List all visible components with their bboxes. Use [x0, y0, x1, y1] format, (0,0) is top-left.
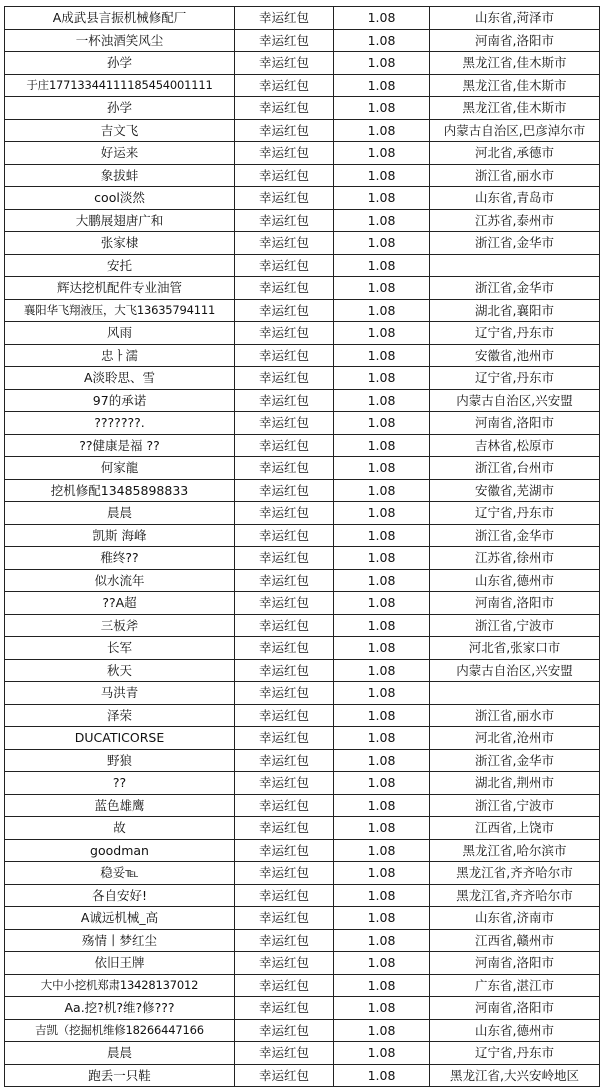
amount-cell: 1.08: [334, 254, 430, 277]
recipient-name-cell: 大鹏展翅唐广和: [5, 209, 235, 232]
amount-cell: 1.08: [334, 614, 430, 637]
packet-type-cell: 幸运红包: [235, 142, 334, 165]
packet-type-cell: 幸运红包: [235, 614, 334, 637]
table-row: [5, 277, 600, 300]
region-cell: 湖北省,荆州市: [430, 772, 600, 795]
packet-type-cell: 幸运红包: [235, 682, 334, 705]
packet-type-cell: 幸运红包: [235, 839, 334, 862]
table-row: [5, 502, 600, 525]
table-row: [5, 457, 600, 480]
table-row: [5, 479, 600, 502]
amount-cell: 1.08: [334, 974, 430, 997]
table-row: [5, 142, 600, 165]
recipient-name-cell: 辉达挖机配件专业油管: [5, 277, 235, 300]
recipient-name-cell: 似水流年: [5, 569, 235, 592]
region-cell: 辽宁省,丹东市: [430, 502, 600, 525]
packet-type-cell: 幸运红包: [235, 727, 334, 750]
amount-cell: 1.08: [334, 479, 430, 502]
recipient-name-cell: 安托: [5, 254, 235, 277]
region-cell: 辽宁省,丹东市: [430, 1042, 600, 1065]
region-cell: 山东省,菏泽市: [430, 7, 600, 30]
packet-type-cell: 幸运红包: [235, 547, 334, 570]
amount-cell: 1.08: [334, 434, 430, 457]
recipient-name-cell: 吉凯（挖掘机维修18266447166: [5, 1019, 235, 1042]
table-row: [5, 862, 600, 885]
packet-type-cell: 幸运红包: [235, 187, 334, 210]
amount-cell: 1.08: [334, 7, 430, 30]
packet-type-cell: 幸运红包: [235, 389, 334, 412]
table-row: [5, 7, 600, 30]
table-row: [5, 704, 600, 727]
amount-cell: 1.08: [334, 29, 430, 52]
recipient-name-cell: 何家龍: [5, 457, 235, 480]
region-cell: 浙江省,台州市: [430, 457, 600, 480]
table-row: [5, 52, 600, 75]
region-cell: 江西省,赣州市: [430, 929, 600, 952]
recipient-name-cell: 稚终??: [5, 547, 235, 570]
amount-cell: 1.08: [334, 772, 430, 795]
region-cell: 浙江省,金华市: [430, 277, 600, 300]
amount-cell: 1.08: [334, 794, 430, 817]
amount-cell: 1.08: [334, 142, 430, 165]
packet-type-cell: 幸运红包: [235, 502, 334, 525]
recipient-name-cell: 秋天: [5, 659, 235, 682]
packet-type-cell: 幸运红包: [235, 97, 334, 120]
table-row: [5, 749, 600, 772]
region-cell: 安徽省,池州市: [430, 344, 600, 367]
recipient-name-cell: 忠ㅏ濡: [5, 344, 235, 367]
table-row: [5, 794, 600, 817]
table-row: [5, 907, 600, 930]
amount-cell: 1.08: [334, 907, 430, 930]
amount-cell: 1.08: [334, 299, 430, 322]
amount-cell: 1.08: [334, 862, 430, 885]
amount-cell: 1.08: [334, 704, 430, 727]
amount-cell: 1.08: [334, 547, 430, 570]
amount-cell: 1.08: [334, 659, 430, 682]
table-row: [5, 929, 600, 952]
packet-type-cell: 幸运红包: [235, 862, 334, 885]
region-cell: 安徽省,芜湖市: [430, 479, 600, 502]
table-row: [5, 164, 600, 187]
table-row: [5, 209, 600, 232]
table-row: [5, 1019, 600, 1042]
region-cell: 黑龙江省,大兴安岭地区: [430, 1064, 600, 1087]
packet-type-cell: 幸运红包: [235, 277, 334, 300]
amount-cell: 1.08: [334, 389, 430, 412]
table-row: [5, 682, 600, 705]
region-cell: 浙江省,丽水市: [430, 704, 600, 727]
region-cell: 山东省,济南市: [430, 907, 600, 930]
region-cell: 内蒙古自治区,巴彦淖尔市: [430, 119, 600, 142]
packet-type-cell: 幸运红包: [235, 29, 334, 52]
packet-type-cell: 幸运红包: [235, 7, 334, 30]
amount-cell: 1.08: [334, 232, 430, 255]
packet-type-cell: 幸运红包: [235, 524, 334, 547]
packet-type-cell: 幸运红包: [235, 929, 334, 952]
recipient-name-cell: 凯斯 海峰: [5, 524, 235, 547]
table-row: [5, 997, 600, 1020]
region-cell: 吉林省,松原市: [430, 434, 600, 457]
region-cell: 浙江省,宁波市: [430, 614, 600, 637]
region-cell: 黑龙江省,齐齐哈尔市: [430, 884, 600, 907]
region-cell: 河北省,沧州市: [430, 727, 600, 750]
packet-type-cell: 幸运红包: [235, 952, 334, 975]
recipient-name-cell: 稳妥℡: [5, 862, 235, 885]
packet-type-cell: 幸运红包: [235, 254, 334, 277]
recipient-name-cell: 马洪青: [5, 682, 235, 705]
amount-cell: 1.08: [334, 119, 430, 142]
amount-cell: 1.08: [334, 52, 430, 75]
recipient-name-cell: 故: [5, 817, 235, 840]
packet-type-cell: 幸运红包: [235, 412, 334, 435]
packet-type-cell: 幸运红包: [235, 344, 334, 367]
region-cell: 内蒙古自治区,兴安盟: [430, 389, 600, 412]
table-row: [5, 1064, 600, 1087]
packet-type-cell: 幸运红包: [235, 74, 334, 97]
recipient-name-cell: 孙学: [5, 97, 235, 120]
red-packet-table: [4, 6, 600, 1087]
region-cell: 山东省,德州市: [430, 1019, 600, 1042]
region-cell: 湖北省,襄阳市: [430, 299, 600, 322]
packet-type-cell: 幸运红包: [235, 884, 334, 907]
recipient-name-cell: 跑丢一只鞋: [5, 1064, 235, 1087]
region-cell: 内蒙古自治区,兴安盟: [430, 659, 600, 682]
recipient-name-cell: 一杯浊酒笑风尘: [5, 29, 235, 52]
recipient-name-cell: 依旧王牌: [5, 952, 235, 975]
packet-type-cell: 幸运红包: [235, 322, 334, 345]
table-body: [5, 7, 600, 1087]
amount-cell: 1.08: [334, 839, 430, 862]
table-row: [5, 614, 600, 637]
recipient-name-cell: A诚远机械_高: [5, 907, 235, 930]
table-row: [5, 232, 600, 255]
region-cell: [430, 682, 600, 705]
amount-cell: 1.08: [334, 997, 430, 1020]
region-cell: 黑龙江省,佳木斯市: [430, 52, 600, 75]
packet-type-cell: 幸运红包: [235, 772, 334, 795]
recipient-name-cell: 孙学: [5, 52, 235, 75]
recipient-name-cell: 大中小挖机郑肃13428137012: [5, 974, 235, 997]
region-cell: 河北省,承德市: [430, 142, 600, 165]
region-cell: 黑龙江省,佳木斯市: [430, 74, 600, 97]
region-cell: 江苏省,徐州市: [430, 547, 600, 570]
table-row: [5, 344, 600, 367]
table-row: [5, 727, 600, 750]
recipient-name-cell: 吉文飞: [5, 119, 235, 142]
recipient-name-cell: 风雨: [5, 322, 235, 345]
packet-type-cell: 幸运红包: [235, 479, 334, 502]
table-row: [5, 29, 600, 52]
recipient-name-cell: 晨晨: [5, 1042, 235, 1065]
region-cell: 黑龙江省,齐齐哈尔市: [430, 862, 600, 885]
packet-type-cell: 幸运红包: [235, 569, 334, 592]
amount-cell: 1.08: [334, 74, 430, 97]
table-row: [5, 434, 600, 457]
packet-type-cell: 幸运红包: [235, 367, 334, 390]
packet-type-cell: 幸运红包: [235, 704, 334, 727]
amount-cell: 1.08: [334, 344, 430, 367]
region-cell: 浙江省,丽水市: [430, 164, 600, 187]
table-row: [5, 97, 600, 120]
table-row: [5, 367, 600, 390]
recipient-name-cell: ??A超: [5, 592, 235, 615]
recipient-name-cell: 殇情丨梦红尘: [5, 929, 235, 952]
amount-cell: 1.08: [334, 1064, 430, 1087]
amount-cell: 1.08: [334, 524, 430, 547]
table-row: [5, 974, 600, 997]
amount-cell: 1.08: [334, 322, 430, 345]
recipient-name-cell: 97的承诺: [5, 389, 235, 412]
packet-type-cell: 幸运红包: [235, 997, 334, 1020]
region-cell: 河南省,洛阳市: [430, 997, 600, 1020]
amount-cell: 1.08: [334, 727, 430, 750]
region-cell: 浙江省,宁波市: [430, 794, 600, 817]
amount-cell: 1.08: [334, 457, 430, 480]
amount-cell: 1.08: [334, 929, 430, 952]
region-cell: 黑龙江省,佳木斯市: [430, 97, 600, 120]
amount-cell: 1.08: [334, 187, 430, 210]
table-row: [5, 569, 600, 592]
packet-type-cell: 幸运红包: [235, 457, 334, 480]
table-row: [5, 74, 600, 97]
packet-type-cell: 幸运红包: [235, 164, 334, 187]
table-row: [5, 817, 600, 840]
recipient-name-cell: 蓝色雄鹰: [5, 794, 235, 817]
region-cell: 浙江省,金华市: [430, 524, 600, 547]
packet-type-cell: 幸运红包: [235, 1019, 334, 1042]
amount-cell: 1.08: [334, 1019, 430, 1042]
recipient-name-cell: 野狼: [5, 749, 235, 772]
recipient-name-cell: ??: [5, 772, 235, 795]
amount-cell: 1.08: [334, 952, 430, 975]
table-row: [5, 772, 600, 795]
table-row: [5, 389, 600, 412]
recipient-name-cell: A淡聆思、雪: [5, 367, 235, 390]
packet-type-cell: 幸运红包: [235, 209, 334, 232]
amount-cell: 1.08: [334, 1042, 430, 1065]
region-cell: 广东省,湛江市: [430, 974, 600, 997]
table-row: [5, 659, 600, 682]
packet-type-cell: 幸运红包: [235, 52, 334, 75]
packet-type-cell: 幸运红包: [235, 749, 334, 772]
table-row: [5, 637, 600, 660]
table-row: [5, 524, 600, 547]
packet-type-cell: 幸运红包: [235, 794, 334, 817]
recipient-name-cell: Aa.挖?机?维?修???: [5, 997, 235, 1020]
packet-type-cell: 幸运红包: [235, 1064, 334, 1087]
recipient-name-cell: 象拔蚌: [5, 164, 235, 187]
packet-type-cell: 幸运红包: [235, 637, 334, 660]
recipient-name-cell: cool淡然: [5, 187, 235, 210]
table-row: [5, 547, 600, 570]
packet-type-cell: 幸运红包: [235, 434, 334, 457]
amount-cell: 1.08: [334, 277, 430, 300]
table-row: [5, 299, 600, 322]
recipient-name-cell: 三板斧: [5, 614, 235, 637]
recipient-name-cell: 晨晨: [5, 502, 235, 525]
table-row: [5, 187, 600, 210]
region-cell: 辽宁省,丹东市: [430, 367, 600, 390]
recipient-name-cell: 各自安好!: [5, 884, 235, 907]
recipient-name-cell: 张家棣: [5, 232, 235, 255]
table-row: [5, 884, 600, 907]
region-cell: 河南省,洛阳市: [430, 412, 600, 435]
recipient-name-cell: A成武县言振机械修配厂: [5, 7, 235, 30]
packet-type-cell: 幸运红包: [235, 119, 334, 142]
amount-cell: 1.08: [334, 569, 430, 592]
region-cell: 江西省,上饶市: [430, 817, 600, 840]
region-cell: 浙江省,金华市: [430, 749, 600, 772]
packet-type-cell: 幸运红包: [235, 817, 334, 840]
amount-cell: 1.08: [334, 682, 430, 705]
recipient-name-cell: DUCATICORSE: [5, 727, 235, 750]
packet-type-cell: 幸运红包: [235, 659, 334, 682]
region-cell: 河南省,洛阳市: [430, 592, 600, 615]
amount-cell: 1.08: [334, 637, 430, 660]
amount-cell: 1.08: [334, 502, 430, 525]
table-row: [5, 119, 600, 142]
recipient-name-cell: 挖机修配13485898833: [5, 479, 235, 502]
packet-type-cell: 幸运红包: [235, 299, 334, 322]
region-cell: 河南省,洛阳市: [430, 29, 600, 52]
amount-cell: 1.08: [334, 367, 430, 390]
table-row: [5, 322, 600, 345]
region-cell: 黑龙江省,哈尔滨市: [430, 839, 600, 862]
packet-type-cell: 幸运红包: [235, 907, 334, 930]
amount-cell: 1.08: [334, 97, 430, 120]
packet-type-cell: 幸运红包: [235, 232, 334, 255]
packet-type-cell: 幸运红包: [235, 974, 334, 997]
recipient-name-cell: 于庄17713344111185454001111: [5, 74, 235, 97]
region-cell: 浙江省,金华市: [430, 232, 600, 255]
amount-cell: 1.08: [334, 817, 430, 840]
table-row: [5, 952, 600, 975]
amount-cell: 1.08: [334, 209, 430, 232]
table-row: [5, 412, 600, 435]
amount-cell: 1.08: [334, 412, 430, 435]
table-row: [5, 254, 600, 277]
amount-cell: 1.08: [334, 164, 430, 187]
recipient-name-cell: goodman: [5, 839, 235, 862]
region-cell: 河北省,张家口市: [430, 637, 600, 660]
amount-cell: 1.08: [334, 749, 430, 772]
recipient-name-cell: 好运来: [5, 142, 235, 165]
recipient-name-cell: 长军: [5, 637, 235, 660]
amount-cell: 1.08: [334, 592, 430, 615]
packet-type-cell: 幸运红包: [235, 1042, 334, 1065]
packet-type-cell: 幸运红包: [235, 592, 334, 615]
table-row: [5, 839, 600, 862]
table-row: [5, 592, 600, 615]
amount-cell: 1.08: [334, 884, 430, 907]
region-cell: 山东省,德州市: [430, 569, 600, 592]
region-cell: 辽宁省,丹东市: [430, 322, 600, 345]
recipient-name-cell: ???????.: [5, 412, 235, 435]
region-cell: 河南省,洛阳市: [430, 952, 600, 975]
recipient-name-cell: ??健康是福 ??: [5, 434, 235, 457]
region-cell: [430, 254, 600, 277]
recipient-name-cell: 襄阳华飞翔液压，大飞13635794111: [5, 299, 235, 322]
recipient-name-cell: 泽荣: [5, 704, 235, 727]
region-cell: 江苏省,泰州市: [430, 209, 600, 232]
region-cell: 山东省,青岛市: [430, 187, 600, 210]
